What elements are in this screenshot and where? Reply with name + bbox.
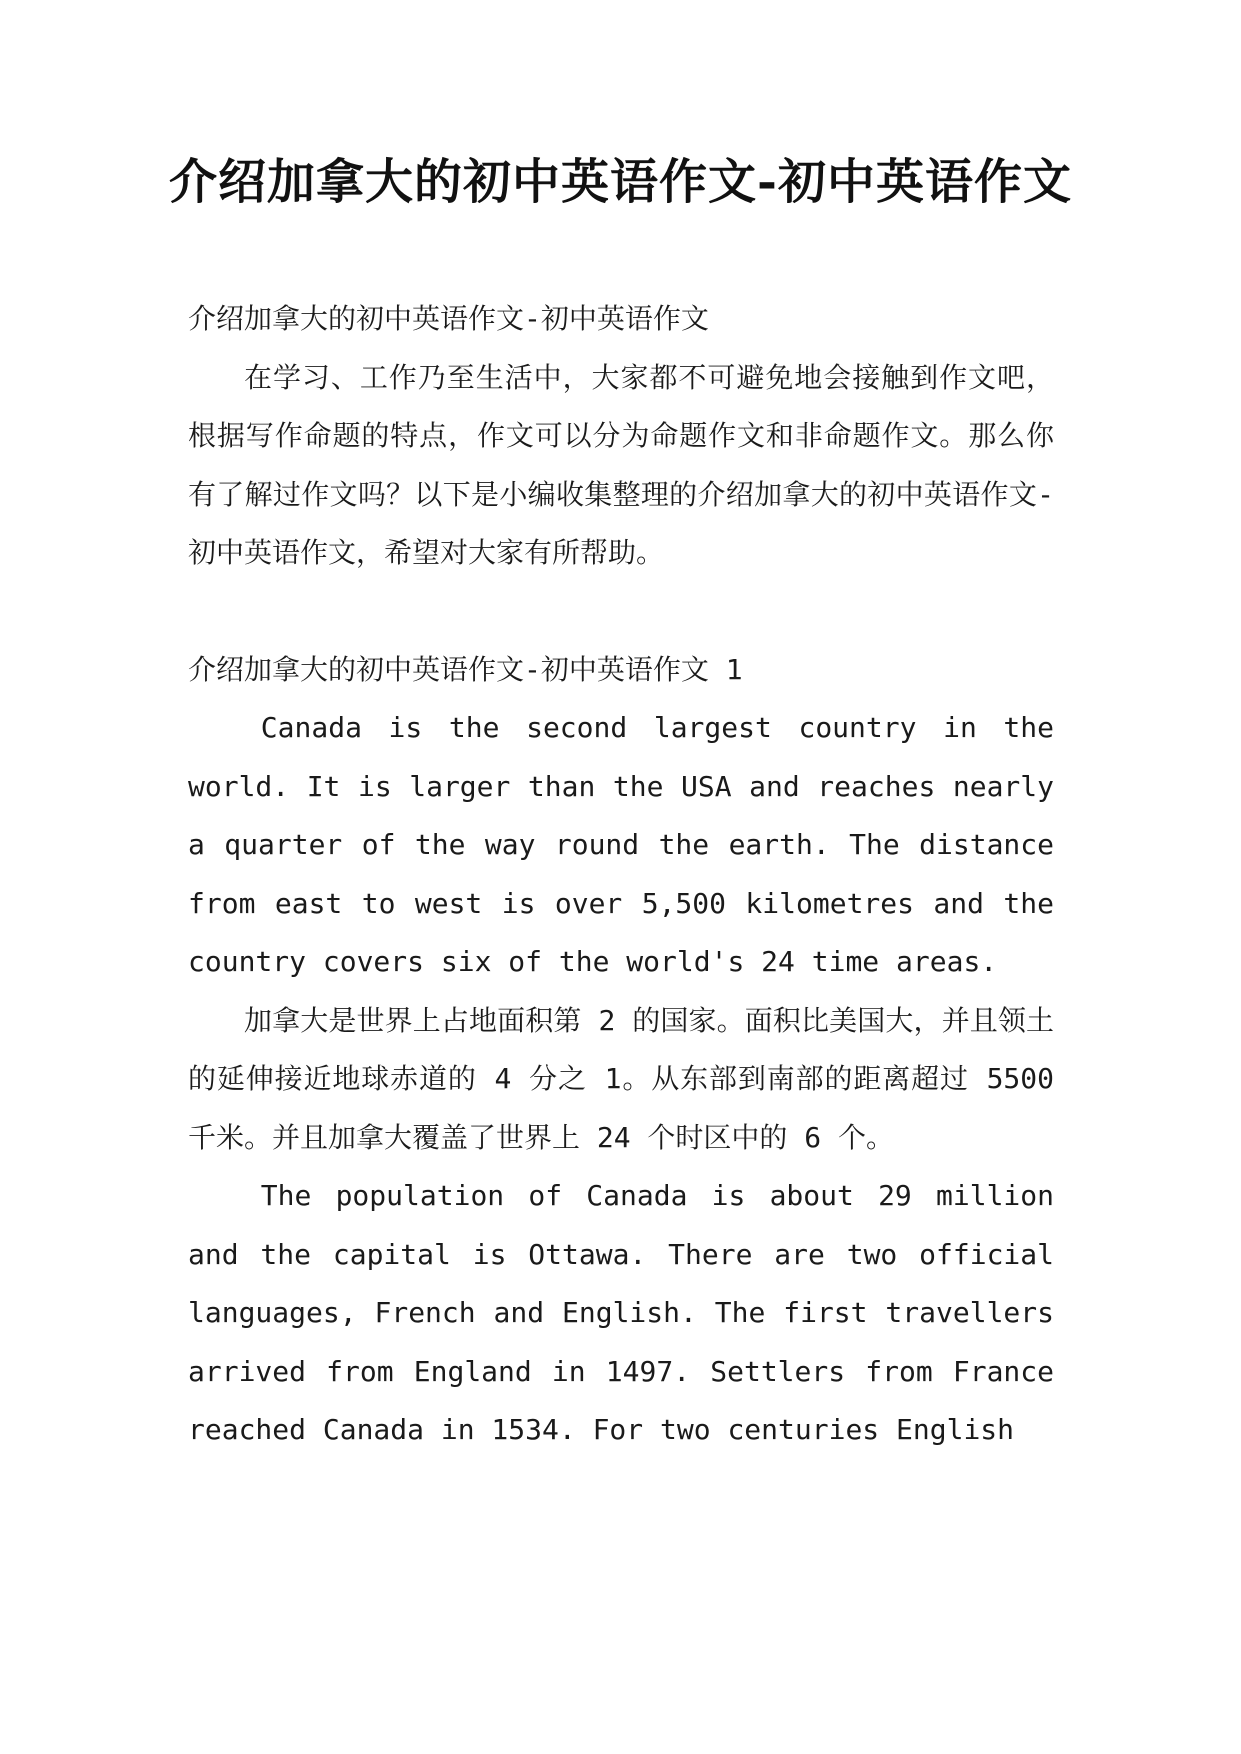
english-paragraph-2: The population of Canada is about 29 million and the capital is Ottawa. There are two official languages, French and English. The first travellers arrived from England in 1497. Settlers from France reached Canada in 1534. For two centuries English <box>188 1179 1054 1446</box>
chinese-paragraph-1: 加拿大是世界上占地面积第 2 的国家。面积比美国大，并且领土的延伸接近地球赤道的 4 分之 1。从东部到南部的距离超过 5500 千米。并且加拿大覆盖了世界上 24 个时区中的 6 个。 <box>188 1003 1054 1154</box>
english-paragraph-1: Canada is the second largest country in the world. It is larger than the USA and reaches nearly a quarter of the way round the earth. The distance from east to west is over 5,500 kilometres and the country covers six of the world's 24 time areas. <box>188 711 1054 978</box>
document-body <box>188 290 1054 1460</box>
intro-paragraph: 在学习、工作乃至生活中，大家都不可避免地会接触到作文吧，根据写作命题的特点，作文可以分为命题作文和非命题作文。那么你有了解过作文吗？以下是小编收集整理的介绍加拿大的初中英语作文-初中英语作文，希望对大家有所帮助。 <box>188 360 1054 569</box>
paragraph-spacer <box>188 583 1054 641</box>
section-heading: 介绍加拿大的初中英语作文-初中英语作文 1 <box>188 652 743 686</box>
document-title: 介绍加拿大的初中英语作文-初中英语作文 <box>169 154 1072 210</box>
subtitle: 介绍加拿大的初中英语作文-初中英语作文 <box>188 302 709 335</box>
